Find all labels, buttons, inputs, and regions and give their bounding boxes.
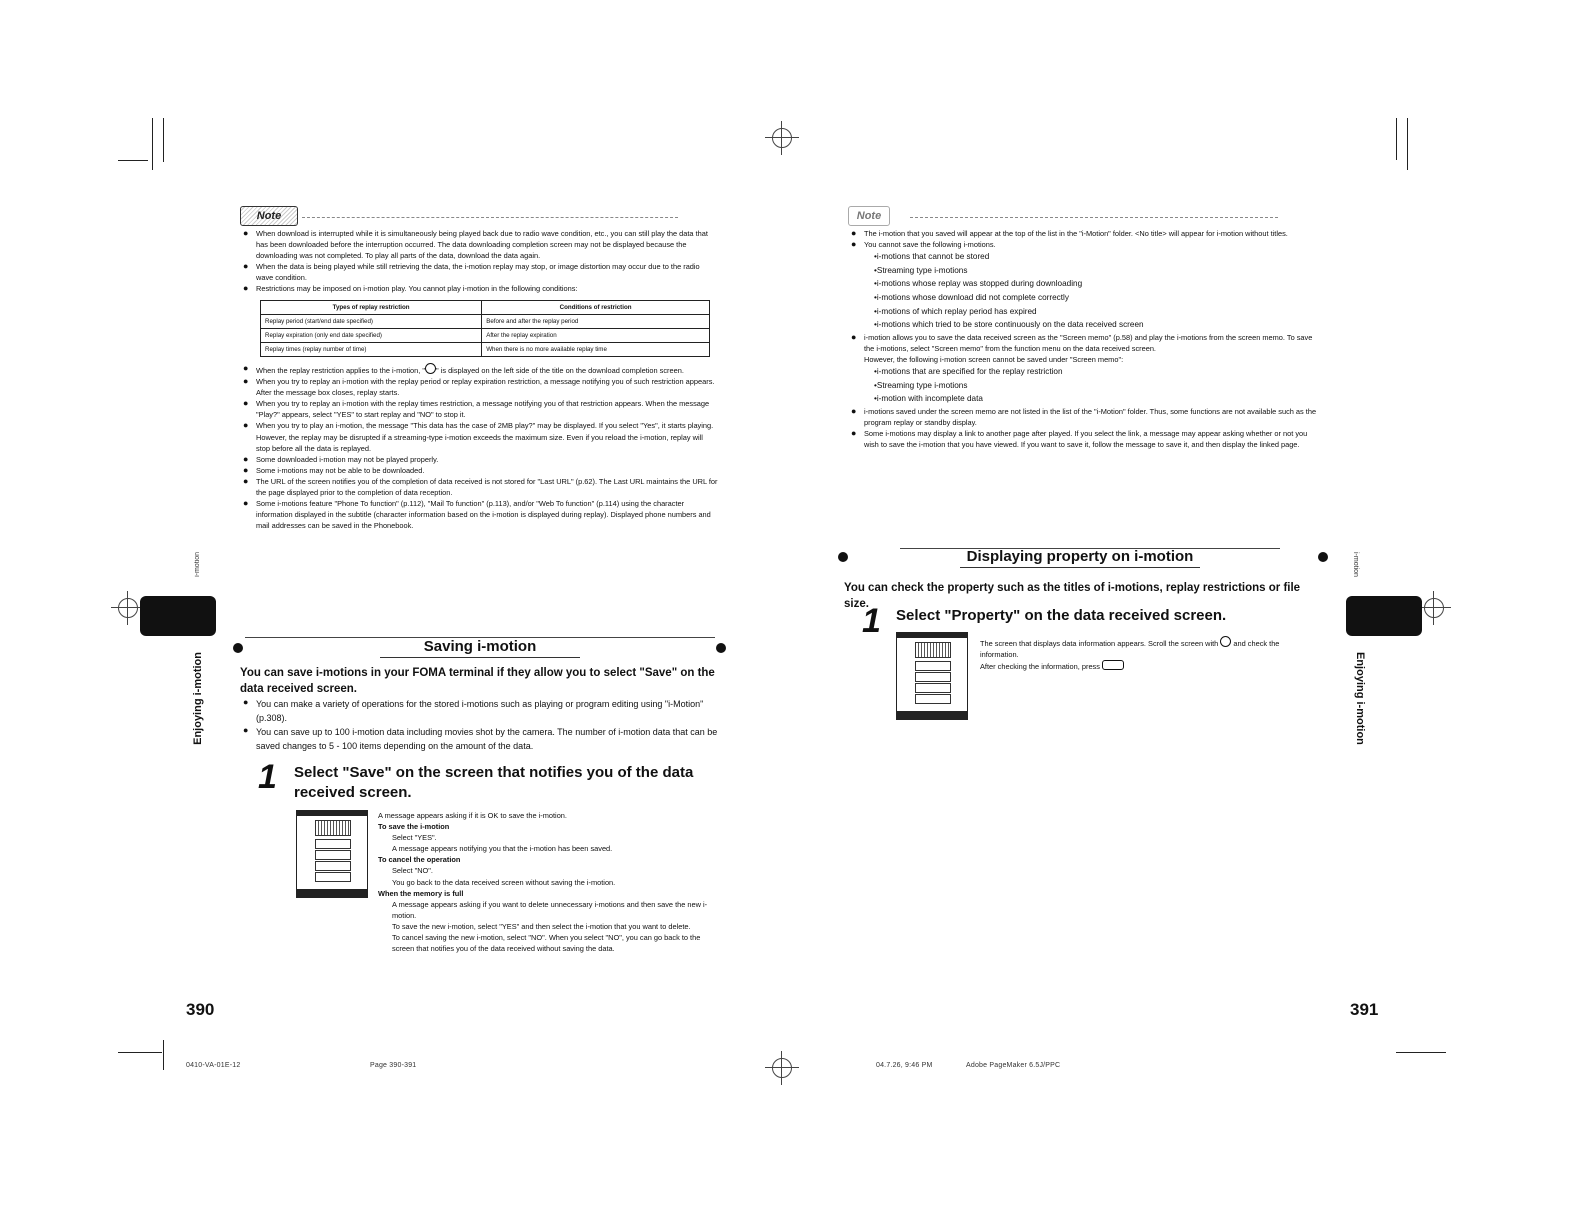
screen-thumbnail: [315, 820, 351, 836]
detail-text: [980, 636, 1310, 660]
left-note-column: [240, 206, 718, 531]
screen-softkey-bar: [897, 711, 967, 719]
chapter-label: Enjoying i-motion: [192, 652, 204, 745]
note-bullet: [240, 363, 718, 376]
footer-app: Adobe PageMaker 6.5J/PPC: [966, 1062, 1061, 1069]
screen-status-bar: [897, 633, 967, 638]
note-bullet: ● i-motion allows you to save the data received screen as the "Screen memo" (p.58) and play the i-motions from the screen memo. To save the i-motions, select "Screen memo" from the function menu on the data received screen.: [848, 332, 1318, 354]
note-header: [848, 206, 1318, 228]
table-cell: Replay expiration (only end date specified): [261, 328, 482, 342]
chapter-label-small: i-motion: [194, 552, 201, 577]
crop-mark: [152, 118, 153, 170]
crop-mark: [163, 1040, 164, 1070]
table-row: [261, 328, 710, 342]
screen-menu-row: [315, 839, 351, 849]
divider: [910, 217, 1278, 218]
list-item: •i-motions which tried to be store continuously on the data received screen: [874, 320, 1144, 330]
list-item: •i-motions of which replay period has expired: [874, 306, 1037, 316]
footer-code: 0410-VA-01E-12: [186, 1062, 241, 1069]
note-text: However, the following i-motion screen cannot be saved under "Screen memo":: [864, 354, 1124, 364]
registration-mark: [772, 128, 792, 148]
screen-menu-row: [915, 683, 951, 693]
step-number: 1: [862, 602, 881, 640]
note-bullet: ● When you try to replay an i-motion with the replay period or replay expiration restriction, a message notifying you of such restriction appears. After the message box closes, replay starts.: [240, 376, 718, 398]
navigation-key-icon: [1220, 636, 1231, 647]
step-number: 1: [258, 758, 277, 796]
screen-menu-row: [315, 861, 351, 871]
detail-text-part: The screen that displays data information appears. Scroll the screen with: [980, 639, 1219, 648]
detail-text: A message appears asking if it is OK to save the i-motion.: [378, 811, 567, 820]
note-bullet: ● You cannot save the following i-motions.: [848, 239, 1318, 250]
note-bullet: ● When you try to play an i-motion, the message "This data has the case of 2MB play?" may be displayed. If you select "Yes", it starts playing. However, the replay may be disrupted if a streaming-type i-motion exceeds the maximum size. Even if you reload the i-motion, replay will stop before all the data is replayed.: [240, 420, 718, 453]
bullet-text: When the replay restriction applies to the i-motion, ": [256, 365, 425, 375]
detail-heading: To save the i-motion: [378, 822, 450, 832]
note-bullet: ● Some downloaded i-motion may not be played properly.: [240, 454, 718, 465]
note-bullet: ● When you try to replay an i-motion with the replay times restriction, a message notifying you of that restriction appears. When the message "Play?" appears, select "YES" to start replay and "NO" to stop it.: [240, 398, 718, 420]
table-header: Conditions of restriction: [482, 300, 710, 314]
crop-mark: [1407, 118, 1408, 170]
detail-text-part: and check the information.: [980, 639, 1280, 660]
body-bullets: [240, 697, 720, 753]
phone-screen-image: [296, 810, 368, 898]
table-cell: Replay times (replay number of time): [261, 342, 482, 356]
screen-status-bar: [297, 811, 367, 816]
list-item: •i-motions that are specified for the replay restriction: [874, 367, 1063, 377]
detail-text: To cancel saving the new i-motion, select "NO". When you select "NO", you can go back to the screen that notifies you of the data received without saving the data.: [392, 933, 701, 954]
detail-text: A message appears asking if you want to delete unnecessary i-motions and then save the new i-motion.: [392, 899, 708, 920]
note-bullet: ● Some i-motions feature "Phone To function" (p.112), "Mail To function" (p.113), and/or "Web To function" (p.114) using the character information displayed in the subtitle (character information based on the i-motion is displayed during replay). Displayed phone numbers and mail addresses can be saved in the Phonebook.: [240, 498, 718, 531]
divider: [302, 217, 678, 218]
replay-restriction-table: [260, 300, 710, 357]
list-item: •i-motions whose replay was stopped during downloading: [874, 279, 1083, 289]
footer-date: 04.7.26, 9:46 PM: [876, 1062, 933, 1069]
section-dot: [838, 552, 848, 562]
crop-mark: [118, 160, 148, 161]
screen-menu-row: [915, 661, 951, 671]
section-title-saving: Saving i-motion: [380, 638, 580, 658]
detail-text: A message appears notifying you that the i-motion has been saved.: [392, 844, 613, 854]
note-badge: Note: [848, 206, 890, 226]
memo-restriction-list: [848, 365, 1318, 406]
chapter-tab-right: [1346, 596, 1422, 636]
crop-mark: [118, 1052, 162, 1053]
list-item: •Streaming type i-motions: [874, 265, 968, 275]
detail-text: You go back to the data received screen without saving the i-motion.: [392, 877, 616, 887]
right-note-column: [848, 206, 1318, 450]
table-row: [261, 342, 710, 356]
step-instruction: Select "Save" on the screen that notifies you of the data received screen.: [294, 764, 694, 801]
lead-text: You can check the property such as the titles of i-motions, replay restrictions or file size.: [844, 582, 1301, 610]
table-cell: When there is no more available replay time: [482, 342, 710, 356]
screen-softkey-bar: [297, 889, 367, 897]
table-cell: Before and after the replay period: [482, 314, 710, 328]
section-dot: [1318, 552, 1328, 562]
step-details: [378, 810, 718, 954]
screen-menu-row: [315, 850, 351, 860]
crop-mark: [163, 118, 164, 162]
footer-pages: Page 390-391: [370, 1062, 417, 1069]
body-bullet: ● You can save up to 100 i-motion data including movies shot by the camera. The number of i-motion data that can be saved changes to 5 - 100 items depending on the amount of the data.: [240, 725, 720, 753]
screen-menu-row: [915, 694, 951, 704]
cannot-save-list: [848, 250, 1318, 332]
page-number-left: 390: [186, 1000, 215, 1019]
step-details: [980, 636, 1310, 672]
crop-mark: [1396, 1052, 1446, 1053]
table-cell: After the replay expiration: [482, 328, 710, 342]
section-dot: [716, 643, 726, 653]
registration-mark: [772, 1058, 792, 1078]
note-badge: Note: [240, 206, 298, 226]
table-row: [261, 314, 710, 328]
page-number-right: 391: [1350, 1000, 1379, 1019]
clock-icon: [425, 363, 436, 374]
detail-heading: When the memory is full: [378, 888, 464, 898]
list-item: •i-motions whose download did not complete correctly: [874, 292, 1069, 302]
list-item: •i-motions that cannot be stored: [874, 252, 990, 262]
note-bullet: ● i-motions saved under the screen memo are not listed in the list of the "i-Motion" folder. Thus, some functions are not available such as the program replay or standby display.: [848, 406, 1318, 428]
detail-text: Select "NO".: [392, 866, 433, 876]
list-item: •i-motion with incomplete data: [874, 394, 983, 404]
detail-text: Select "YES".: [392, 833, 437, 843]
registration-mark: [1424, 598, 1444, 618]
note-bullet: ● When the data is being played while still retrieving the data, the i-motion replay may stop, or image distortion may occur due to the radio wave condition.: [240, 261, 718, 283]
bullet-text: " is displayed on the left side of the title on the download completion screen.: [436, 365, 684, 375]
detail-heading: To cancel the operation: [378, 855, 461, 865]
registration-mark: [118, 598, 138, 618]
section-title-property: Displaying property on i-motion: [960, 548, 1200, 568]
screen-menu-row: [915, 672, 951, 682]
list-item: •Streaming type i-motions: [874, 380, 968, 390]
note-bullet: ● Some i-motions may display a link to another page after played. If you select the link, a message may appear asking whether or not you wish to save the i-motion that you have viewed. If you want to save it, follow the message to save it, and then display the linked page.: [848, 428, 1318, 450]
lead-text: You can save i-motions in your FOMA terminal if they allow you to select "Save" on the data received screen.: [240, 667, 715, 695]
note-header: [240, 206, 718, 228]
note-bullet: ● Restrictions may be imposed on i-motion play. You cannot play i-motion in the following conditions:: [240, 283, 718, 294]
note-bullet: ● Some i-motions may not be able to be downloaded.: [240, 465, 718, 476]
note-bullet: ● The i-motion that you saved will appear at the top of the list in the "i-Motion" folder. <No title> will appear for i-motion without titles.: [848, 228, 1318, 239]
step-instruction: Select "Property" on the data received screen.: [896, 607, 1227, 624]
chapter-tab-left: [140, 596, 216, 636]
screen-menu-row: [315, 872, 351, 882]
chapter-label-small: i-motion: [1352, 552, 1359, 577]
table-header: Types of replay restriction: [261, 300, 482, 314]
section-dot: [233, 643, 243, 653]
detail-text: To save the new i-motion, select "YES" and then select the i-motion that you want to delete.: [392, 921, 691, 931]
chapter-label: Enjoying i-motion: [1354, 652, 1366, 745]
detail-text-part: After checking the information, press: [980, 662, 1100, 672]
body-bullet: ● You can make a variety of operations for the stored i-motions such as playing or program editing using "i-Motion" (p.308).: [240, 697, 720, 725]
detail-text: [980, 660, 1310, 672]
clear-key-icon: [1102, 660, 1124, 670]
crop-mark: [1396, 118, 1397, 160]
note-bullet: ● The URL of the screen notifies you of the completion of data received is not stored for "Last URL" (p.62). The Last URL maintains the URL for the page displayed prior to the completion of data reception.: [240, 476, 718, 498]
note-bullet: ● When download is interrupted while it is simultaneously being played back due to radio wave condition, etc., you can still play the data that has been downloaded before the interruption occurred. The data downloading completion screen may not be displayed because the downloading was not completed. To play all parts of the data, download the data again.: [240, 228, 718, 261]
screen-thumbnail: [915, 642, 951, 658]
phone-screen-image: [896, 632, 968, 720]
table-cell: Replay period (start/end date specified): [261, 314, 482, 328]
